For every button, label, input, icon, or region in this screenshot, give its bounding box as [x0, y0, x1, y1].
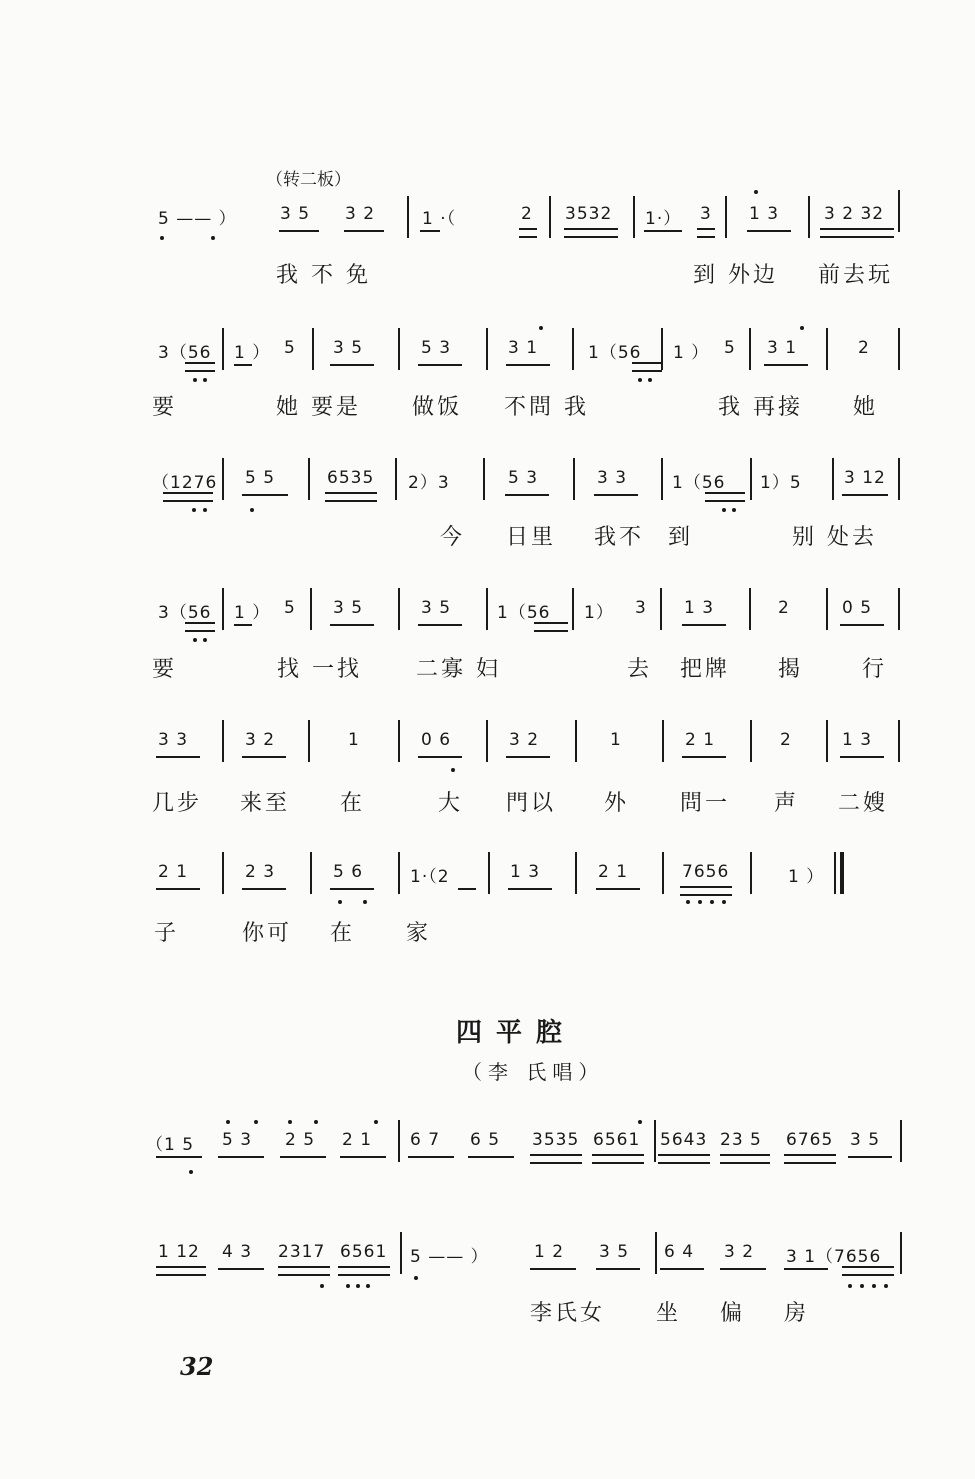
song-title: 四平腔 [456, 1018, 577, 1048]
barline [398, 328, 400, 370]
lyric-text: 二寡 妇 [416, 657, 501, 682]
barline [222, 588, 224, 630]
note-group: 2 1 [598, 862, 629, 882]
barline [725, 196, 727, 238]
note-group: 2 1 [685, 730, 716, 750]
note-group: 5643 [660, 1130, 708, 1150]
lyric-text: 子 [154, 921, 180, 946]
lyric-text: 要 [152, 657, 178, 682]
note-group: 2 [778, 598, 790, 618]
lyric-text: 家 [406, 921, 432, 946]
final-barline [834, 852, 844, 894]
note-group: 3 1（7656 [786, 1247, 882, 1267]
note-group: 1 3 [510, 862, 541, 882]
barline [488, 852, 490, 894]
note-group: 3 2 [345, 204, 376, 224]
note-group: 2 [780, 730, 792, 750]
lyric-text: 在 [330, 921, 356, 946]
lyric-text: 我 不 免 [276, 263, 371, 288]
barline [898, 588, 900, 630]
note-group: 1 ） [788, 867, 825, 887]
lyric-text: 把牌 [680, 657, 731, 682]
barline [398, 588, 400, 630]
barline [483, 458, 485, 500]
lyric-text: 在 [340, 791, 366, 816]
note-group: 1（56 [497, 603, 551, 623]
note-group: 1·（2 [410, 867, 450, 887]
lyric-text: 我不 [594, 525, 645, 550]
lyric-text: 你可 [242, 921, 293, 946]
lyric-text: 我 再接 [718, 395, 803, 420]
lyric-text: 坐 [656, 1301, 682, 1326]
note-group: 1（56 [672, 473, 726, 493]
note-group: 1 3 [684, 598, 715, 618]
note-group: 4 3 [222, 1242, 253, 1262]
lyric-text: 揭 [778, 657, 804, 682]
note-group: 1 [348, 730, 360, 750]
lyric-text: 她 要是 [276, 395, 361, 420]
note-group: 5 [284, 338, 296, 358]
note-group: 23 5 [720, 1130, 762, 1150]
note-group: 1 ·（ [422, 209, 457, 229]
note-group: 1（56 [588, 343, 642, 363]
note-group: 3 5 [850, 1130, 881, 1150]
note-group: 2 5 [285, 1130, 316, 1150]
note-group: 1 ） [234, 343, 271, 363]
barline [308, 458, 310, 500]
note-group: 6561 [593, 1130, 641, 1150]
lyric-text: 偏 [720, 1301, 746, 1326]
barline [312, 328, 314, 370]
barline [486, 720, 488, 762]
note-group: 1 ） [673, 343, 710, 363]
section-label: （转二板） [266, 170, 351, 190]
lyric-text: 去 [627, 657, 653, 682]
note-group: 2 3 [245, 862, 276, 882]
note-group: 1）5 [760, 473, 802, 493]
note-group: 3532 [565, 204, 613, 224]
barline [655, 1232, 657, 1274]
barline [832, 458, 834, 500]
note-group: 5 3 [508, 468, 539, 488]
note-group: 3（56 [158, 343, 212, 363]
barline [222, 458, 224, 500]
barline [749, 588, 751, 630]
barline [660, 588, 662, 630]
note-group: 3（56 [158, 603, 212, 623]
barline [898, 328, 900, 370]
lyric-text: 今 [440, 525, 466, 550]
barline [310, 852, 312, 894]
barline [654, 1120, 656, 1162]
note-group: 3 2 [245, 730, 276, 750]
note-group: 5 3 [222, 1130, 253, 1150]
lyric-text: 声 [774, 791, 800, 816]
note-group: 5 5 [245, 468, 276, 488]
note-group: 3 5 [599, 1242, 630, 1262]
barline [750, 852, 752, 894]
note-group: 1·） [645, 209, 682, 229]
barline [398, 720, 400, 762]
lyric-text: 外 [604, 791, 630, 816]
barline [222, 720, 224, 762]
lyric-text: 找 一找 [277, 657, 362, 682]
note-group: 3 [700, 204, 712, 224]
note-group: 0 5 [842, 598, 873, 618]
note-group: 1 [610, 730, 622, 750]
barline [310, 588, 312, 630]
note-group: 6 5 [470, 1130, 501, 1150]
barline [661, 458, 663, 500]
note-group: 6561 [340, 1242, 388, 1262]
barline [395, 458, 397, 500]
note-group: 6 7 [410, 1130, 441, 1150]
lyric-text: 李氏女 [530, 1301, 606, 1326]
note-group: （1 5 [146, 1135, 195, 1155]
song-subtitle: （李 氏唱） [462, 1060, 605, 1084]
barline [308, 720, 310, 762]
page-number: 32 [180, 1352, 214, 1381]
note-group: 6535 [327, 468, 375, 488]
barline [633, 196, 635, 238]
barline [826, 588, 828, 630]
note-group: 1） [584, 603, 614, 623]
barline [572, 328, 574, 370]
barline [749, 328, 751, 370]
barline [898, 720, 900, 762]
lyric-text: 行 [862, 657, 888, 682]
note-group: 2 1 [342, 1130, 373, 1150]
lyric-text: 大 [438, 791, 464, 816]
lyric-text: 要 [152, 395, 178, 420]
note-group: （1276 [152, 473, 218, 493]
note-group: 2 [858, 338, 870, 358]
barline [826, 328, 828, 370]
barline [222, 852, 224, 894]
lyric-text: 到 外边 [693, 263, 778, 288]
note-group: 1 2 [534, 1242, 565, 1262]
barline [900, 1120, 902, 1162]
note-group: 5 —— ） [158, 209, 237, 229]
barline [549, 196, 551, 238]
note-group: 1 ） [234, 603, 271, 623]
note-group: 3 2 32 [824, 204, 885, 224]
note-group: 2 1 [158, 862, 189, 882]
note-group: 3 5 [333, 598, 364, 618]
note-group: 3 [635, 598, 647, 618]
note-group: 2317 [278, 1242, 326, 1262]
note-group: 7656 [682, 862, 730, 882]
barline [400, 1232, 402, 1274]
note-group: 3 2 [509, 730, 540, 750]
lyric-text: 到 [668, 525, 694, 550]
barline [826, 720, 828, 762]
note-group: 3535 [532, 1130, 580, 1150]
note-group: 5 3 [421, 338, 452, 358]
note-group: 5 [724, 338, 736, 358]
lyric-text: 前去玩 [818, 263, 894, 288]
barline [662, 852, 664, 894]
note-group: 1 12 [158, 1242, 200, 1262]
lyric-text: 問一 [680, 791, 731, 816]
barline [808, 196, 810, 238]
barline [407, 196, 409, 238]
note-group: 6 4 [664, 1242, 695, 1262]
barline [750, 458, 752, 500]
lyric-text: 不問 我 [504, 395, 589, 420]
note-group: 3 2 [724, 1242, 755, 1262]
note-group: 5 6 [333, 862, 364, 882]
lyric-text: 别 处去 [792, 525, 877, 550]
lyric-text: 几步 [152, 791, 203, 816]
barline [662, 720, 664, 762]
barline [398, 1120, 400, 1162]
note-group: 5 —— ） [410, 1247, 489, 1267]
barline [398, 852, 400, 894]
barline [486, 328, 488, 370]
barline [572, 588, 574, 630]
note-group: 3 1 [508, 338, 539, 358]
barline [222, 328, 224, 370]
lyric-text: 二嫂 [838, 791, 889, 816]
lyric-text: 門以 [506, 791, 557, 816]
note-group: 3 3 [158, 730, 189, 750]
note-group: 5 [284, 598, 296, 618]
barline [575, 720, 577, 762]
note-group: 0 6 [421, 730, 452, 750]
lyric-text: 来至 [240, 791, 291, 816]
note-group: 2）3 [408, 473, 450, 493]
lyric-text: 房 [784, 1301, 810, 1326]
barline [900, 1232, 902, 1274]
note-group: 3 5 [421, 598, 452, 618]
note-group: 3 12 [844, 468, 886, 488]
note-group: 1 3 [749, 204, 780, 224]
note-group: 2 [521, 204, 533, 224]
lyric-text: 做饭 [412, 395, 463, 420]
barline [898, 458, 900, 500]
note-group: 3 1 [767, 338, 798, 358]
barline [486, 588, 488, 630]
note-group: 3 5 [280, 204, 311, 224]
note-group: 3 5 [333, 338, 364, 358]
note-group: 3 3 [597, 468, 628, 488]
barline [898, 190, 900, 232]
barline [575, 852, 577, 894]
note-group: 6765 [786, 1130, 834, 1150]
barline [750, 720, 752, 762]
barline [573, 458, 575, 500]
lyric-text: 她 [853, 395, 879, 420]
note-group: 1 3 [842, 730, 873, 750]
lyric-text: 日里 [506, 525, 557, 550]
